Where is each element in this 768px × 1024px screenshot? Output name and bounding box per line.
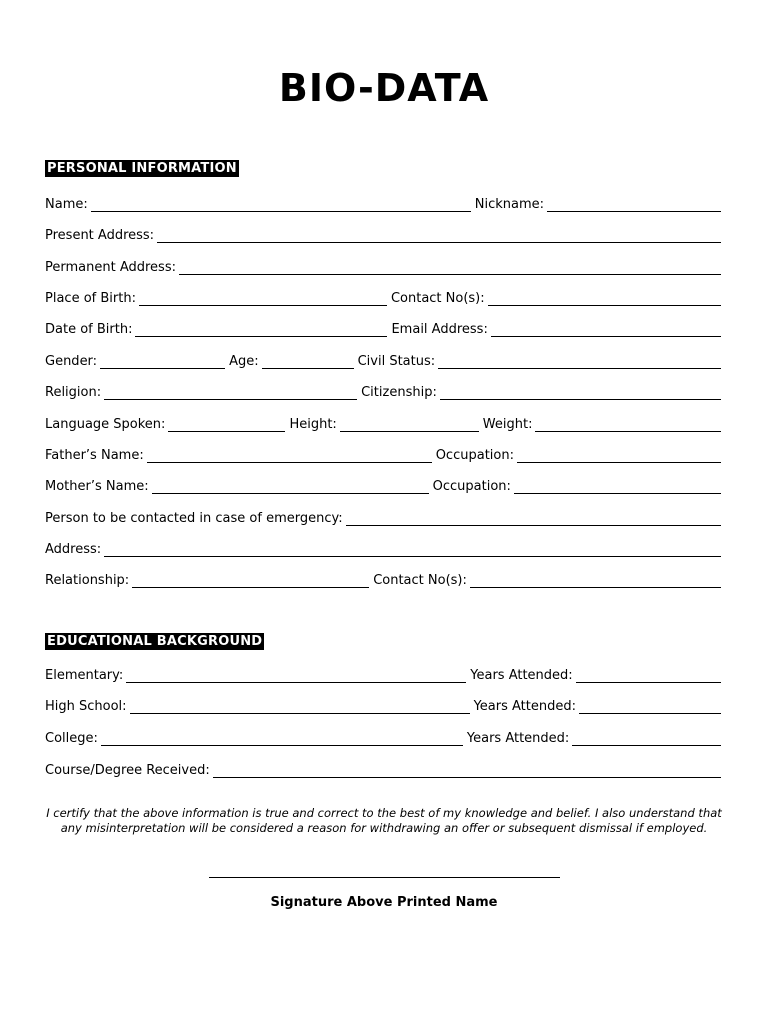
religion-field[interactable] [104, 385, 357, 400]
certification-statement: I certify that the above information is true and correct to the best of my knowledge and belief. I also understand that any misinterpretation will be considered a reason for withdrawing an offer or subsequent dismissal if employed. [46, 806, 722, 835]
mothers-name-row [45, 474, 721, 494]
signature-field[interactable] [209, 876, 560, 878]
emergency-address-label: Address: [45, 542, 102, 557]
college-years-field[interactable] [572, 731, 721, 746]
language-spoken-label: Language Spoken: [45, 417, 166, 432]
date-of-birth-label: Date of Birth: [45, 322, 133, 337]
email-address-label: Email Address: [391, 322, 488, 337]
mother-occupation-label: Occupation: [432, 479, 511, 494]
mother-occupation-field[interactable] [514, 479, 721, 494]
present-address-row [45, 223, 721, 243]
weight-field[interactable] [535, 417, 721, 432]
gender-field[interactable] [100, 354, 225, 369]
relationship-row [45, 568, 721, 588]
language-spoken-field[interactable] [168, 417, 285, 432]
name-row [45, 192, 721, 212]
elementary-years-field[interactable] [576, 668, 721, 683]
language-row [45, 412, 721, 432]
citizenship-field[interactable] [440, 385, 721, 400]
high-school-years-field[interactable] [579, 699, 721, 714]
citizenship-label: Citizenship: [361, 385, 437, 400]
signature-label: Signature Above Printed Name [270, 895, 498, 910]
emergency-contact-nos-field[interactable] [470, 573, 721, 588]
father-occupation-label: Occupation: [435, 448, 514, 463]
gender-row [45, 349, 721, 369]
civil-status-field[interactable] [438, 354, 721, 369]
course-degree-row [45, 758, 721, 778]
place-of-birth-label: Place of Birth: [45, 291, 136, 306]
high-school-field[interactable] [130, 699, 470, 714]
elementary-field[interactable] [126, 668, 466, 683]
high-school-row [45, 694, 721, 714]
elementary-years-label: Years Attended: [470, 668, 573, 683]
place-of-birth-field[interactable] [139, 291, 387, 306]
religion-label: Religion: [45, 385, 102, 400]
fathers-name-label: Father’s Name: [45, 448, 144, 463]
place-of-birth-row [45, 286, 721, 306]
mothers-name-field[interactable] [152, 479, 429, 494]
name-field[interactable] [91, 197, 471, 212]
permanent-address-field[interactable] [179, 260, 721, 275]
college-row [45, 726, 721, 746]
elementary-label: Elementary: [45, 668, 124, 683]
emergency-contact-field[interactable] [346, 511, 721, 526]
course-degree-label: Course/Degree Received: [45, 763, 210, 778]
personal-information-heading: PERSONAL INFORMATION [47, 161, 237, 176]
relationship-field[interactable] [132, 573, 369, 588]
email-address-field[interactable] [491, 322, 721, 337]
contact-nos-label: Contact No(s): [390, 291, 485, 306]
nickname-label: Nickname: [474, 197, 544, 212]
present-address-field[interactable] [157, 228, 721, 243]
contact-nos-field[interactable] [488, 291, 721, 306]
high-school-years-label: Years Attended: [473, 699, 576, 714]
fathers-name-row [45, 443, 721, 463]
date-of-birth-row [45, 317, 721, 337]
college-field[interactable] [101, 731, 463, 746]
emergency-address-field[interactable] [104, 542, 721, 557]
emergency-contact-label: Person to be contacted in case of emergency: [45, 511, 343, 526]
present-address-label: Present Address: [45, 228, 155, 243]
course-degree-field[interactable] [213, 763, 721, 778]
height-field[interactable] [340, 417, 479, 432]
height-label: Height: [289, 417, 337, 432]
age-field[interactable] [262, 354, 354, 369]
permanent-address-row [45, 255, 721, 275]
educational-background-heading: EDUCATIONAL BACKGROUND [47, 634, 263, 649]
fathers-name-field[interactable] [147, 448, 432, 463]
permanent-address-label: Permanent Address: [45, 260, 176, 275]
weight-label: Weight: [482, 417, 533, 432]
gender-label: Gender: [45, 354, 98, 369]
high-school-label: High School: [45, 699, 127, 714]
religion-row [45, 380, 721, 400]
civil-status-label: Civil Status: [357, 354, 436, 369]
relationship-label: Relationship: [45, 573, 130, 588]
college-label: College: [45, 731, 98, 746]
page-title: BIO-DATA [278, 66, 490, 110]
emergency-contact-row [45, 506, 721, 526]
nickname-field[interactable] [547, 197, 721, 212]
age-label: Age: [229, 354, 259, 369]
name-label: Name: [45, 197, 88, 212]
emergency-contact-nos-label: Contact No(s): [373, 573, 467, 588]
mothers-name-label: Mother’s Name: [45, 479, 149, 494]
father-occupation-field[interactable] [517, 448, 721, 463]
college-years-label: Years Attended: [466, 731, 570, 746]
elementary-row [45, 663, 721, 683]
emergency-address-row [45, 537, 721, 557]
date-of-birth-field[interactable] [135, 322, 387, 337]
